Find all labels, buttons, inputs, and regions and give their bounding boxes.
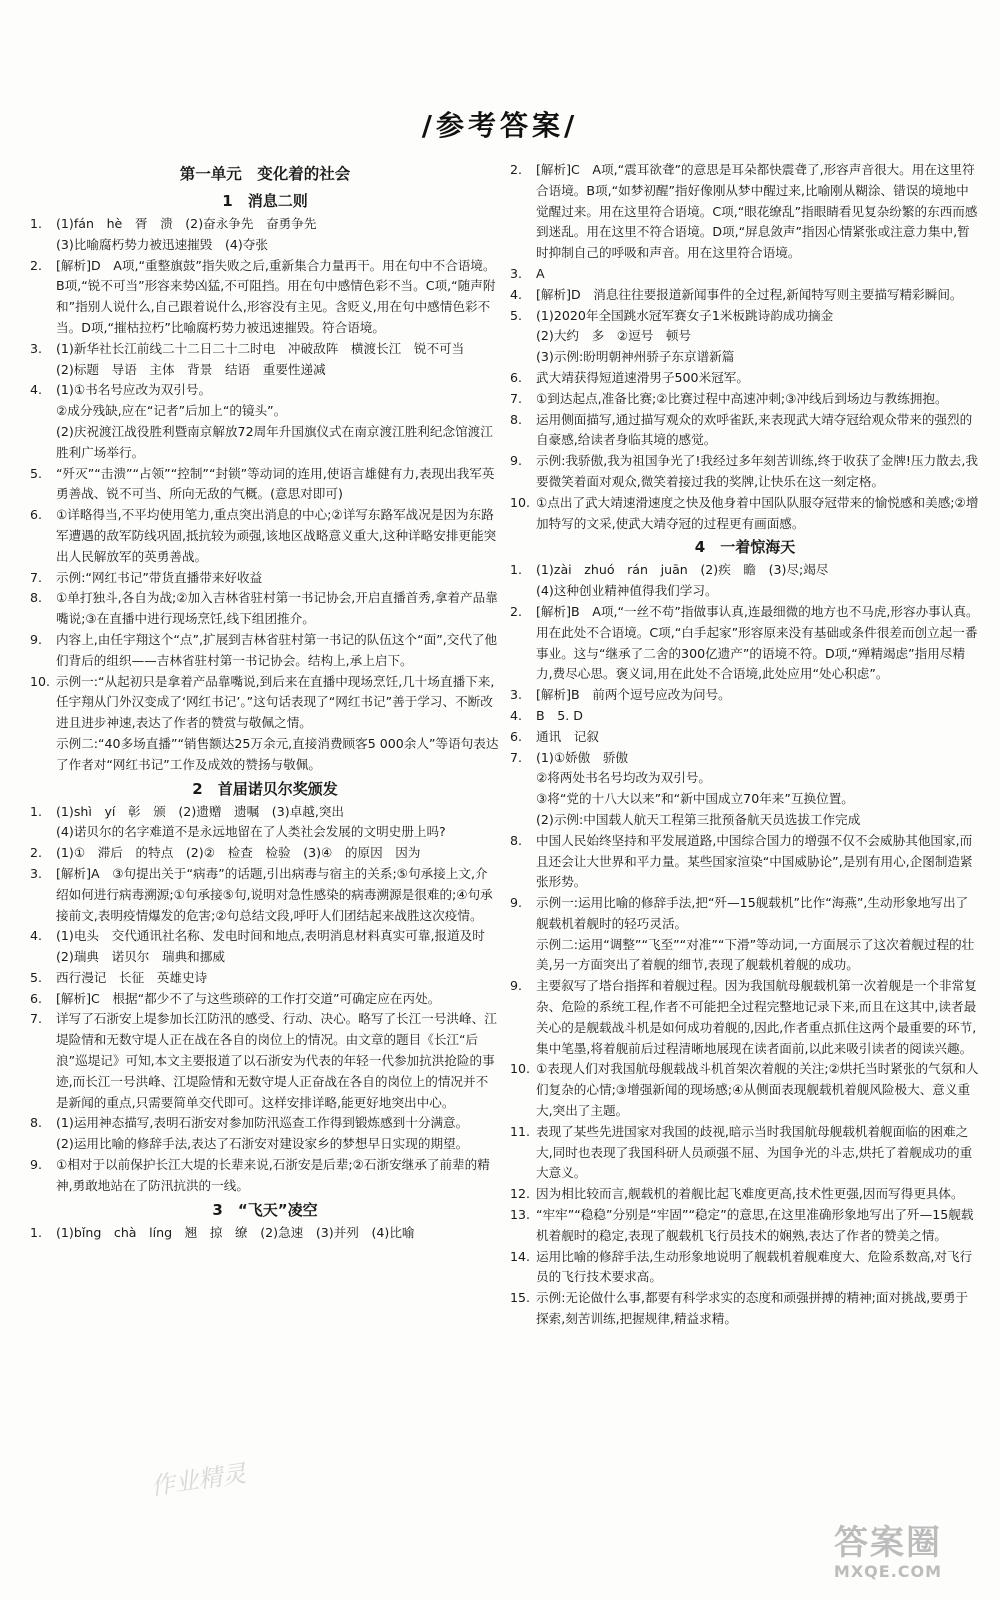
answer-number: 2. — [30, 845, 43, 861]
answer-item — [30, 926, 500, 968]
answer-number: 1. — [30, 216, 43, 231]
page-title-text: /参考答案/ — [421, 109, 579, 142]
answer-item — [510, 389, 980, 410]
watermark-logo-text: 答案圈 — [834, 1523, 942, 1563]
answer-text: (1)①娇傲 骄傲 — [536, 749, 629, 765]
answer-item — [510, 264, 980, 285]
answer-text: 示例二:运用“调整”“飞至”“对准”“下滑”等动词,一方面展示了这次着舰过程的壮美,另一方面突出了着舰的细节,表现了舰载机着舰的成功。 — [536, 936, 975, 973]
answer-text: 西行漫记 长征 英雄史诗 — [56, 969, 208, 985]
watermark-left: 作业精灵 — [148, 1459, 248, 1501]
answer-number: 9. — [510, 895, 523, 911]
answer-text: [解析]D A项,“重整旗鼓”指失败之后,重新集合力量再干。用在句中不合语境。B项,“锐不可当”形容来势凶猛,不可阻挡。用在句中感情色彩不当。C项,“随声附和”指别人说什么,自己跟着说什么,形容没有主见。含贬义,用在句中感情色彩不当。D项,“摧枯拉朽”比喻腐朽势力被迅速摧毁。符合语境。 — [56, 257, 496, 335]
answer-text: (3)比喻腐朽势力被迅速摧毁 (4)夺张 — [56, 236, 268, 252]
answer-text: (1)shì yí 彰 颁 (2)遗赠 遗嘱 (3)卓越,突出 — [56, 803, 345, 819]
answer-text: “牢牢”“稳稳”分别是“牢固”“稳定”的意思,在这里准确形象地写出了歼—15舰载机着舰时的稳定,表现了舰载机飞行员技术的娴熟,表达了作者的赞美之情。 — [536, 1207, 974, 1243]
answer-item — [30, 464, 500, 506]
section-heading-2: 2 首届诺贝尔奖颁发 — [192, 779, 338, 798]
answer-text: 详写了石浙安上堤参加长江防汛的感受、行动、决心。略写了长江一号洪峰、江堤险情和无数守堤人正在战在各自的岗位上的情况。由文章的题目《长江“后浪”巡堤记》可知,本文主要报道了以石浙安为代表的年轻一代参加抗洪抢险的事迹,而长江一号洪峰、江堤险情和无数守堤人正奋战在各自的岗位上的情况并不是新闻的重点,只需要简单交代即可。这样安排详略,能更好地突出中心。 — [56, 1011, 497, 1110]
answer-item — [30, 505, 500, 567]
answer-number: 5. — [30, 969, 43, 985]
answer-text: 示例:我骄傲,我为祖国争光了!我经过多年刻苦训练,终于收获了金牌!压力散去,我要微笑着面对观众,微笑着接过我的奖牌,让快乐在这一刻定格。 — [536, 453, 978, 489]
answer-text: [解析]D 消息往往要报道新闻事件的全过程,新闻特写则主要描写精彩瞬间。 — [536, 286, 963, 302]
answer-number: 7. — [30, 1011, 43, 1027]
answer-item — [30, 864, 500, 926]
answer-item — [510, 1288, 980, 1330]
answer-item — [510, 748, 980, 831]
answer-text: 示例:无论做什么事,都要有科学求实的态度和顽强拼搏的精神;面对挑战,要勇于探索,刻苦训练,把握规律,精益求精。 — [536, 1290, 969, 1327]
section-heading-1: 1 消息二则 — [222, 192, 308, 210]
answer-text: [解析]C A项,“震耳欲聋”的意思是耳朵都快震聋了,形容声音很大。用在这里符合语境。B项,“如梦初醒”指好像刚从梦中醒过来,比喻刚从糊涂、错误的境地中觉醒过来。用在这里符合语境。C项,“眼花缭乱”指眼睛看见复杂纷繁的东西而感到迷乱。用在这里不符合语境。D项,“屏息敛声”指因心情紧张或注意力集中,暂时抑制自己的呼吸和声音。用在这里符合语境。 — [536, 162, 978, 261]
answer-text: A — [536, 265, 545, 281]
answer-number: 3. — [30, 340, 43, 356]
answer-item — [510, 1122, 980, 1184]
answer-number: 8. — [510, 411, 523, 427]
answer-text: 因为相比较而言,舰载机的着舰比起飞难度更高,技术性更强,因而写得更具体。 — [536, 1186, 964, 1202]
answer-item — [510, 1184, 980, 1205]
answer-text: (1)①书名号应改为双引号。 — [56, 382, 212, 398]
answer-item — [30, 339, 500, 381]
answer-number: 9. — [510, 453, 523, 469]
watermark-url: MXQE.COM — [833, 1562, 943, 1581]
answer-text: (2)庆祝渡江战役胜利暨南京解放72周年升国旗仪式在南京渡江胜利纪念馆渡江胜利广场举行。 — [56, 423, 493, 460]
page-title — [0, 104, 1000, 144]
answer-item — [30, 568, 500, 589]
answer-item — [30, 989, 500, 1010]
answer-item — [510, 685, 980, 706]
answer-text: ②将两处书名号均改为双引号。 — [536, 770, 712, 786]
answer-text: 运用比喻的修辞手法,生动形象地说明了舰载机着舰难度大、危险系数高,对飞行员的飞行技术要求高。 — [536, 1248, 973, 1285]
answer-number: 3. — [510, 687, 523, 703]
answer-item — [510, 831, 980, 893]
answer-text: ①到达起点,准备比赛;②比赛过程中高速冲刺;③冲线后到场边与教练拥抱。 — [536, 390, 948, 406]
answer-text: 中国人民始终坚持和平发展道路,中国综合国力的增强不仅不会威胁其他国家,而且还会让大世界和平力量。某些国家渲染“中国威胁论”,是别有用心,企图制造紧张形势。 — [536, 832, 973, 890]
answer-text: (1)zài zhuó rán juān (2)疾 瞻 (3)尽;竭尽 — [536, 562, 829, 578]
answer-number: 9. — [510, 978, 523, 994]
answer-item — [510, 893, 980, 976]
answer-text: (2)运用比喻的修辞手法,表达了石浙安对建设家乡的梦想早日实现的期望。 — [56, 1136, 469, 1152]
answer-text: (1)bǐng chà líng 翘 掠 缭 (2)急速 (3)并列 (4)比喻 — [56, 1224, 415, 1240]
answer-text: 示例一:“从起初只是拿着产品靠嘴说,到后来在直播中现场烹饪,几十场直播下来,任宇翔从门外汉变成了‘网红书记’。”这句话表现了“网红书记”善于学习、不断改进且进步神速,表达了作者的赞赏与敬佩之情。 — [56, 673, 495, 731]
answer-item — [510, 451, 980, 493]
answer-text: (2)大约 多 ②逗号 顿号 — [536, 328, 692, 344]
answer-number: 10. — [30, 673, 51, 689]
answer-number: 8. — [30, 590, 43, 606]
watermark-logo — [808, 1524, 968, 1581]
answer-item — [30, 588, 500, 630]
answer-item — [510, 410, 980, 452]
answer-item — [30, 1155, 500, 1197]
answer-item — [30, 256, 500, 339]
left-column — [30, 160, 500, 1243]
answer-number: 3. — [30, 865, 43, 881]
answer-text: 内容上,由任宇翔这个“点”,扩展到吉林省驻村第一书记的队伍这个“面”,交代了他们背后的组织——吉林省驻村第一书记协会。结构上,承上启下。 — [56, 631, 498, 668]
answer-number: 1. — [30, 803, 43, 819]
answer-text: (2)示例:中国载人航天工程第三批预备航天员选拔工作完成 — [536, 811, 861, 827]
answer-number: 7. — [510, 390, 523, 406]
answer-item — [30, 630, 500, 672]
answer-number: 13. — [510, 1207, 531, 1223]
answer-item — [510, 160, 980, 264]
answer-text: 通讯 记叙 — [536, 728, 599, 744]
answer-item — [30, 1009, 500, 1113]
answer-text: 运用侧面描写,通过描写观众的欢呼雀跃,来表现武大靖夺冠给观众带来的强烈的自豪感,给读者身临其境的感觉。 — [536, 411, 973, 448]
answer-number: 10. — [510, 494, 531, 510]
answer-item — [510, 285, 980, 306]
answer-text: (2)瑞典 诺贝尔 瑞典和挪威 — [56, 949, 225, 965]
section-heading-4: 4 一着惊海天 — [694, 538, 796, 557]
answer-text: ②成分残缺,应在“记者”后加上“的镜头”。 — [56, 403, 287, 419]
answer-item — [510, 602, 980, 685]
answer-text: ①单打独斗,各自为战;②加入吉林省驻村第一书记协会,开启直播首秀,拿着产品靠嘴说;③在直播中进行现场烹饪,线下组团推介。 — [56, 590, 498, 627]
right-column — [510, 160, 980, 1330]
answer-number: 2. — [30, 257, 43, 273]
answer-item — [510, 706, 980, 727]
answer-number: 6. — [510, 728, 523, 744]
answer-number: 10. — [510, 1061, 531, 1077]
answer-number: 1. — [30, 1224, 43, 1240]
answer-item — [30, 968, 500, 989]
answer-number: 4. — [30, 382, 43, 398]
answer-text: (3)示例:盼明朝神州骄子东京谱新篇 — [536, 349, 735, 365]
answer-item — [510, 1059, 980, 1121]
answer-number: 1. — [510, 562, 523, 578]
answer-text: “歼灭”“击溃”“占领”“控制”“封锁”等动词的连用,使语言雄健有力,表现出我军英勇善战、锐不可当、所向无敌的气概。(意思对即可) — [56, 465, 495, 502]
answer-item — [510, 1205, 980, 1247]
answer-number: 8. — [30, 1115, 43, 1131]
answer-number: 12. — [510, 1186, 531, 1202]
answer-text: 主要叙写了塔台指挥和着舰过程。因为我国航母舰载机第一次着舰是一个非常复杂、危险的系统工程,作者不可能把全过程完整地记录下来,而且在这其中,读者最关心的是舰载战斗机是如何成功着舰的,因此,作者重点抓住这两个最重要的环节,集中笔墨,将着舰前后过程清晰地展现在读者面前,以此来吸引读者的阅读兴趣。 — [536, 978, 977, 1056]
answer-item — [30, 380, 500, 463]
answer-item — [510, 976, 980, 1059]
answer-number: 11. — [510, 1123, 531, 1139]
answer-item — [510, 560, 980, 602]
answer-text: ①表现人们对我国航母舰载战斗机首架次着舰的关注;②烘托当时紧张的气氛和人们复杂的心情;③增强新闻的现场感;④从侧面表现舰载机着舰风险极大、意义重大,突出了主题。 — [536, 1061, 979, 1119]
answer-text: (4)这种创业精神值得我们学习。 — [536, 583, 718, 599]
answer-number: 4. — [30, 928, 43, 944]
answer-number: 9. — [30, 1157, 43, 1173]
answer-text: ①详略得当,不平均使用笔力,重点突出消息的中心;②详写东路军战况是因为东路军遭遇的敌军防线巩固,抵抗较为顽强,该地区战略意义重大,这种详略安排更能突出人民解放军的英勇善战。 — [56, 507, 497, 564]
answer-text: (1)① 滞后 的特点 (2)② 检查 检验 (3)④ 的原因 因为 — [56, 845, 421, 861]
answer-text: (1)新华社长江前线二十二日二十二时电 冲破敌阵 横渡长江 锐不可当 — [56, 340, 465, 356]
answer-text: (1)运用神态描写,表明石浙安对参加防汛巡查工作得到锻炼感到十分满意。 — [56, 1115, 469, 1131]
answer-text: (1)fán hè 胥 溃 (2)奋永争先 奋勇争先 — [56, 216, 317, 231]
answer-number: 4. — [510, 707, 523, 723]
answer-text: ③将“党的十八大以来”和“新中国成立70年来”互换位置。 — [536, 791, 854, 807]
answer-item — [510, 306, 980, 368]
answer-text: 表现了某些先进国家对我国的歧视,暗示当时我国航母舰载机着舰面临的困难之大,同时也表现了我国科研人员顽强不屈、为国争光的斗志,烘托了着舰成功的重大意义。 — [536, 1123, 973, 1181]
answer-item — [510, 493, 980, 535]
answer-text: [解析]A ③句提出关于“病毒”的话题,引出病毒与宿主的关系;⑤句承接上文,介绍如何进行病毒溯源;①句承接⑤句,说明对急性感染的病毒溯源是很难的;④句承接前文,表明疫情爆发的危害;②句总结文段,呼吁人们团结起来战胜这次疫情。 — [56, 865, 493, 923]
answer-text: (4)诺贝尔的名字难道不是永远地留在了人类社会发展的文明史册上吗? — [56, 824, 446, 840]
answer-number: 5. — [30, 465, 43, 481]
answer-item — [30, 672, 500, 776]
answer-item — [30, 802, 500, 844]
answer-text: 示例:“网红书记”带货直播带来好收益 — [56, 569, 263, 585]
answer-number: 6. — [30, 507, 43, 523]
answer-number: 4. — [510, 286, 523, 302]
answer-number: 15. — [510, 1290, 531, 1306]
answer-text: 示例一:运用比喻的修辞手法,把“歼—15舰载机”比作“海燕”,生动形象地写出了舰载机着舰时的轻巧灵活。 — [536, 895, 969, 931]
answer-item — [30, 1113, 500, 1155]
answer-item — [510, 1247, 980, 1289]
answer-item — [510, 368, 980, 389]
answer-number: 7. — [30, 569, 43, 585]
answer-number: 7. — [510, 749, 523, 765]
answer-number: 9. — [30, 631, 43, 647]
answer-text: 武大靖获得短道速滑男子500米冠军。 — [536, 369, 749, 385]
answer-number: 14. — [510, 1248, 531, 1264]
answer-item — [30, 843, 500, 864]
unit-heading: 第一单元 变化着的社会 — [179, 165, 351, 183]
answer-number: 2. — [510, 162, 523, 177]
answer-number: 2. — [510, 603, 523, 619]
answer-text: ①相对于以前保护长江大堤的长辈来说,石浙安是后辈;②石浙安继承了前辈的精神,勇敢地站在了防汛抗洪的一线。 — [56, 1157, 490, 1193]
answer-number: 5. — [510, 307, 523, 323]
answer-text: (2)标题 导语 主体 背景 结语 重要性递减 — [56, 361, 326, 377]
answer-text: (1)2020年全国跳水冠军赛女子1米板跳诗韵成功摘金 — [536, 307, 834, 323]
answer-text: [解析]C 根据“都少不了与这些琐碎的工作打交道”可确定应在丙处。 — [56, 990, 441, 1006]
answer-text: (1)电头 交代通讯社名称、发电时间和地点,表明消息材料真实可靠,报道及时 — [56, 928, 485, 944]
answer-text: B 5. D — [536, 707, 583, 723]
answer-number: 8. — [510, 832, 523, 848]
answer-item — [30, 1223, 500, 1244]
section-heading-3: 3 “飞天”凌空 — [212, 1200, 318, 1219]
answer-number: 6. — [30, 990, 43, 1006]
answer-item — [510, 727, 980, 748]
answer-text: [解析]B A项,“一丝不苟”指做事认真,连最细微的地方也不马虎,形容办事认真。用在此处不合语境。C项,“白手起家”形容原来没有基础或条件很差而创立起一番事业。这与“继承了二舍的300亿遗产”的语境不符。D项,“殚精竭虑”指用尽精力,费尽心思。褒义词,用在此处不合语境,此处应用“处心积虑”。 — [536, 603, 979, 682]
answer-number: 3. — [510, 265, 523, 281]
answer-text: 示例二:“40多场直播”“销售额达25万余元,直接消费顾客5 000余人”等语句表达了作者对“网红书记”工作及成效的赞扬与敬佩。 — [56, 735, 499, 772]
answer-item — [30, 214, 500, 256]
answer-text: ①点出了武大靖速滑速度之快及他身着中国队队服夺冠带来的愉悦感和美感;②增加特写的文采,使武大靖夺冠的过程更有画面感。 — [536, 494, 979, 531]
answer-text: [解析]B 前两个逗号应改为问号。 — [536, 687, 731, 703]
answer-number: 6. — [510, 369, 523, 385]
